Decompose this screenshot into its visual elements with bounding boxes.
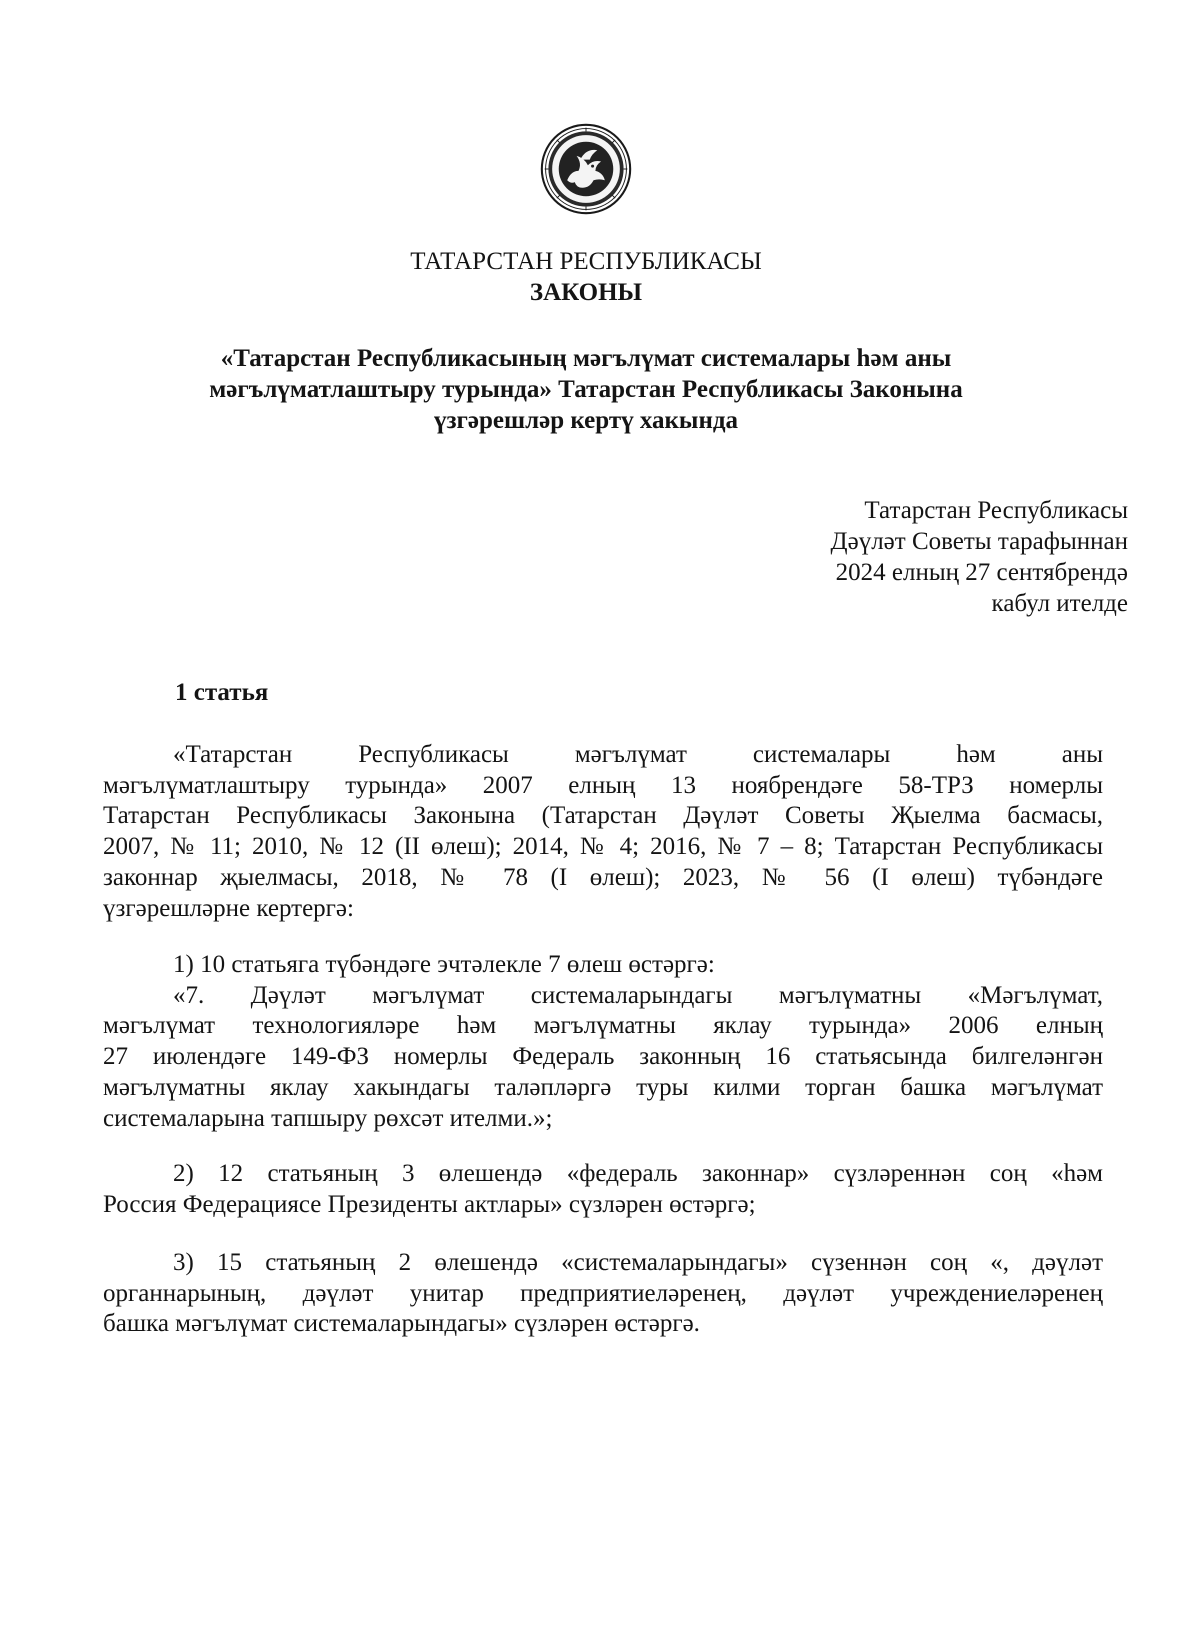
adoption-line-4: кабул ителде xyxy=(991,590,1128,617)
item-3-line-3: башка мәгълүмат системаларындагы» сүзләрен өстәргә. xyxy=(103,1310,700,1338)
title-line-1: «Татарстан Республикасының мәгълүмат системалары һәм аны xyxy=(220,345,952,372)
item-3 xyxy=(103,1248,1103,1340)
intro-line-1: «Татарстан Республикасы мәгълүмат системалары һәм аны xyxy=(173,741,1103,768)
header-republic: ТАТАРСТАН РЕСПУБЛИКАСЫ xyxy=(410,248,762,275)
intro-line-6: үзгәрешләрне кертергә: xyxy=(103,894,354,922)
intro-line-4: 2007, № 11; 2010, № 12 (II өлеш); 2014, № 4; 2016, № 7 – 8; Татарстан Республикасы xyxy=(103,833,1103,861)
article-intro xyxy=(103,740,1103,924)
header-law: ЗАКОНЫ xyxy=(529,279,643,306)
title-line-2: мәгълүматлаштыру турында» Татарстан Республикасы Законына xyxy=(209,376,963,403)
tatarstan-coat-of-arms-icon xyxy=(539,122,633,216)
item-2-line-1: 2) 12 статьяның 3 өлешендә «федераль законнар» сүзләреннән соң «һәм xyxy=(173,1160,1103,1187)
item-1 xyxy=(103,950,1103,1134)
item-2-line-2: Россия Федерациясе Президенты актлары» сүзләрен өстәргә; xyxy=(103,1190,756,1218)
adoption-line-1: Татарстан Республикасы xyxy=(864,497,1128,524)
intro-line-2: мәгълүматлаштыру турында» 2007 елның 13 ноябрендәге 58-ТРЗ номерлы xyxy=(103,771,1103,799)
item-1-line-5: системаларына тапшыру рөхсәт ителми.»; xyxy=(103,1104,553,1132)
item-2 xyxy=(103,1159,1103,1220)
title-line-3: үзгәрешләр кертү хакында xyxy=(433,407,738,434)
adoption-line-2: Дәүләт Советы тарафыннан xyxy=(830,528,1128,555)
adoption-line-3: 2024 елның 27 сентябрендә xyxy=(835,559,1128,586)
article-heading: 1 статья xyxy=(175,679,269,706)
item-1-line-2: мәгълүмат технологияләре һәм мәгълүматны яклау турында» 2006 елның xyxy=(103,1012,1103,1040)
item-1-line-4: мәгълүматны яклау хакындагы таләпләргә туры килми торган башка мәгълүмат xyxy=(103,1073,1103,1101)
intro-line-3: Татарстан Республикасы Законына (Татарстан Дәүләт Советы Җыелма басмасы, xyxy=(103,802,1103,830)
item-1-line-1: «7. Дәүләт мәгълүмат системаларындагы мәгълүматны «Мәгълүмат, xyxy=(173,981,1103,1009)
item-1-line-3: 27 июлендәге 149-ФЗ номерлы Федераль законның 16 статьясында билгеләнгән xyxy=(103,1043,1103,1071)
intro-line-5: законнар җыелмасы, 2018, № 78 (I өлеш); 2023, № 56 (I өлеш) түбәндәге xyxy=(103,863,1103,891)
item-3-line-1: 3) 15 статьяның 2 өлешендә «системаларындагы» сүзеннән соң «, дәүләт xyxy=(173,1249,1103,1276)
item-3-line-2: органнарының, дәүләт унитар предприятиеләренең, дәүләт учреждениеләренең xyxy=(103,1279,1103,1307)
item-1-lead: 1) 10 статьяга түбәндәге эчтәлекле 7 өлеш өстәргә: xyxy=(173,951,715,978)
